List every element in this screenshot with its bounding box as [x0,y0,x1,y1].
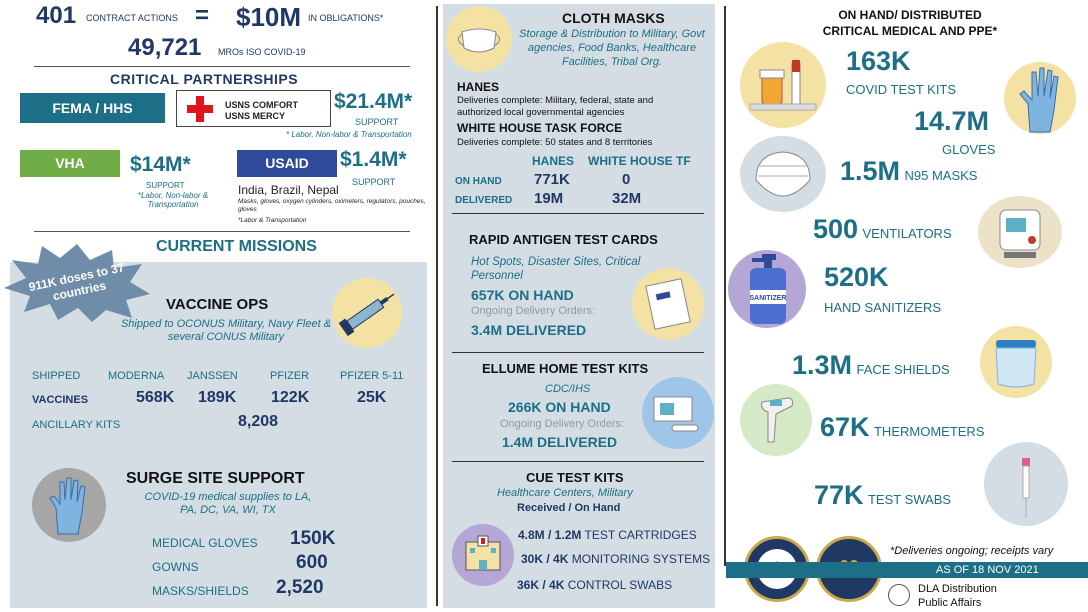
ppe-title-line2: CRITICAL MEDICAL AND PPE* [822,24,998,38]
cloth-mask-icon [446,6,512,72]
surge-gloves-value: 150K [290,528,336,549]
hospital-icon [452,524,514,586]
ellume-title: ELLUME HOME TEST KITS [482,361,649,376]
home-test-kit-icon [642,377,714,449]
usaid-items: Masks, gloves, oxygen cylinders, oximeters, regulators, pouches, gloves [238,198,426,213]
surge-masks-label: MASKS/SHIELDS [152,584,249,598]
cue-sub: Healthcare Centers, Military [497,487,633,499]
ppe-swabs-row: 77K TEST SWABS [814,480,952,510]
obligations-amount: $10M [236,2,302,32]
as-of-date: AS OF 18 NOV 2021 [936,564,1039,576]
ancillary-label: ANCILLARY KITS [32,419,121,431]
surge-gowns-label: GOWNS [152,560,199,574]
cloth-col-wh: WHITE HOUSE TF [588,154,691,168]
cue-row-swabs: 36K / 4K CONTROL SWABS [517,578,673,592]
ppe-sanitizer-label: HAND SANITIZERS [824,300,942,315]
hanes-title: HANES [457,80,500,94]
ppe-gloves-label: GLOVES [942,142,996,157]
cloth-title: CLOTH MASKS [562,10,665,26]
cue-row-monitoring: 30K / 4K MONITORING SYSTEMS [521,552,711,566]
vac-header-moderna: MODERNA [108,370,165,382]
ppe-sanitizer-num: 520K [824,262,889,292]
usns-box [176,90,331,127]
fema-note: * Labor, Non-labor & Transportation [286,130,412,139]
test-card-icon [632,268,704,340]
usaid-countries: India, Brazil, Nepal [238,183,339,197]
antigen-sub: Hot Spots, Disaster Sites, Critical Personnel [471,256,641,282]
ellume-onhand: 266K ON HAND [508,399,611,415]
vac-header-janssen: JANSSEN [187,370,238,382]
vac-pfizer-value: 122K [271,389,310,406]
vha-note: *Labor, Non-labor & Transportation [137,191,209,209]
ancillary-value: 8,208 [238,413,279,430]
starburst-text: 911K doses to 37 countries [27,260,126,304]
contract-count: 401 [36,2,77,29]
vac-moderna-value: 568K [136,389,175,406]
usaid-amount: $1.4M* [340,148,407,171]
vha-amount: $14M* [130,153,191,176]
ellume-ongoing: Ongoing Delivery Orders: [500,418,625,430]
test-swab-icon [984,442,1068,526]
cue-title: CUE TEST KITS [526,470,624,485]
cue-received-label: Received / On Hand [517,502,621,514]
syringe-icon [332,278,402,348]
dla-logo-icon [888,584,910,606]
gloves-icon [1004,62,1076,134]
glove-icon [32,468,106,542]
partnerships-title: CRITICAL PARTNERSHIPS [110,71,299,87]
surge-sub: COVID-19 medical supplies to LA, PA, DC, VA, WI, TX [144,491,312,516]
contract-label: CONTRACT ACTIONS [86,13,178,23]
cue-row-cartridges: 4.8M / 1.2M TEST CARTRIDGES [518,528,697,542]
ppe-ventilators-row: 500 VENTILATORS [813,214,952,244]
surge-gowns-value: 600 [296,552,328,573]
n95-icon [740,136,826,212]
vac-header-pfizer: PFIZER [270,370,310,382]
usaid-support-label: SUPPORT [352,177,396,187]
equals-sign: = [195,2,210,29]
deliveries-footnote: *Deliveries ongoing; receipts vary [890,545,1054,557]
wh-text: Deliveries complete: 50 states and 8 territories [457,137,653,148]
cloth-wh-delivered: 32M [612,190,642,207]
dla-distribution: DLA Distribution [918,583,997,595]
antigen-title: RAPID ANTIGEN TEST CARDS [469,232,658,247]
vac-header-pfizer-511: PFIZER 5-11 [340,370,404,382]
sanitizer-icon [728,250,806,328]
ppe-face-shields-row: 1.3M FACE SHIELDS [792,350,950,380]
cloth-hanes-delivered: 19M [534,190,564,207]
fema-amount: $21.4M* [334,90,413,113]
vaccine-ops-title: VACCINE OPS [166,296,269,313]
as-of-bar [726,562,1088,578]
obligations-label: IN OBLIGATIONS* [308,13,384,23]
cloth-sub: Storage & Distribution to Military, Govt agencies, Food Banks, Healthcare Facilities, Tribal Org. [519,28,705,68]
thermometer-icon [740,384,812,456]
surge-masks-value: 2,520 [276,577,324,598]
surge-title: SURGE SITE SUPPORT [126,470,305,487]
sanitizer-label-text: SANITIZER [749,295,787,302]
vha-support-label: SUPPORT [146,181,185,190]
fema-hhs-box: FEMA / HHS [20,93,165,123]
cloth-col-hanes: HANES [532,154,575,168]
face-shield-icon [980,326,1052,398]
ellume-sub: CDC/IHS [545,383,591,395]
ppe-test-kits-label: COVID TEST KITS [846,82,957,97]
hanes-text: Deliveries complete: Military, federal, state and authorized local governmental agencies [457,95,654,118]
usaid-box: USAID [237,150,337,177]
vac-janssen-value: 189K [198,389,237,406]
antigen-onhand: 657K ON HAND [471,287,574,303]
antigen-delivered: 3.4M DELIVERED [471,322,587,338]
ppe-gloves-num: 14.7M [914,106,990,136]
wh-title: WHITE HOUSE TASK FORCE [457,121,623,135]
ppe-thermometers-row: 67K THERMOMETERS [820,412,985,442]
ventilator-icon [978,196,1062,268]
vha-box: VHA [20,150,120,177]
cloth-row-delivered: DELIVERED [455,195,513,206]
ppe-n95-row: 1.5M N95 MASKS [840,156,978,186]
vac-row-label: VACCINES [32,394,89,406]
ppe-test-kits-num: 163K [846,46,911,76]
mro-count: 49,721 [128,34,202,61]
missions-title: CURRENT MISSIONS [156,238,317,255]
usaid-note: *Labor & Transportation [238,217,307,224]
covid-test-kit-icon [740,42,826,128]
surge-gloves-label: MEDICAL GLOVES [152,536,258,550]
usns-mercy-label: USNS MERCY [225,111,286,121]
vac-pfizer511-value: 25K [357,389,387,406]
ellume-delivered: 1.4M DELIVERED [502,434,618,450]
dla-public-affairs: Public Affairs [918,597,982,609]
usns-comfort-label: USNS COMFORT [225,100,298,110]
cloth-wh-onhand: 0 [622,171,631,188]
cloth-row-onhand: ON HAND [455,176,502,187]
antigen-ongoing: Ongoing Delivery Orders: [471,305,596,317]
vac-header-shipped: SHIPPED [32,370,81,382]
fema-support-label: SUPPORT [355,117,399,127]
ppe-title-line1: ON HAND/ DISTRIBUTED [838,8,982,22]
cloth-hanes-onhand: 771K [534,171,570,188]
mro-label: MROs ISO COVID-19 [218,47,306,57]
vaccine-ops-sub: Shipped to OCONUS Military, Navy Fleet & several CONUS Military [120,318,332,343]
red-cross-icon [187,96,213,122]
